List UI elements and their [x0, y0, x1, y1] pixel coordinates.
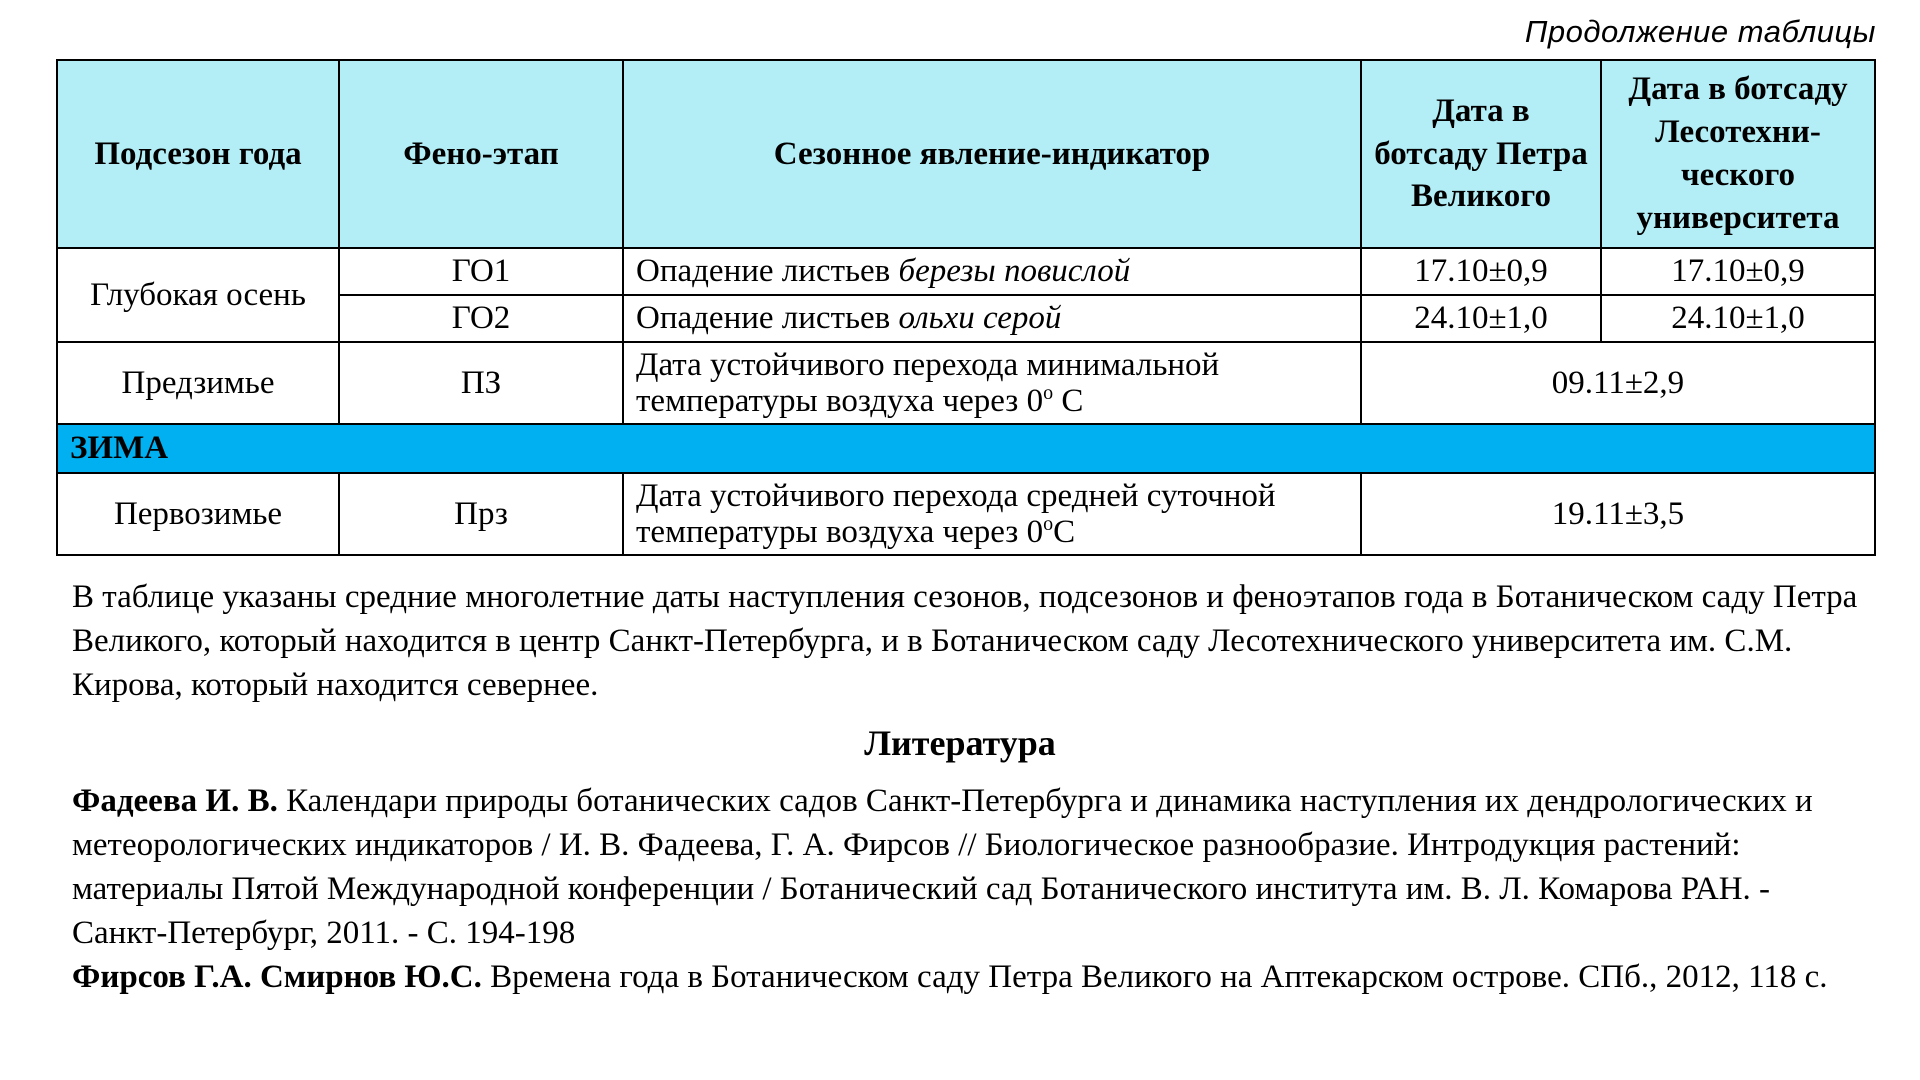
header-phenostage: Фено-этап [339, 60, 623, 248]
reference-item [72, 779, 1872, 955]
table-row [57, 248, 1875, 295]
date-merged-cell: 09.11±2,9 [1361, 342, 1875, 424]
winter-section-row [57, 424, 1875, 473]
stage-cell: ПЗ [339, 342, 623, 424]
stage-cell: ГО2 [339, 295, 623, 342]
reference-text: Календари природы ботанических садов Санкт-Петербурга и динамика наступления их дендрологических и метеорологических индикаторов / И. В. Фадеева, Г. А. Фирсов // Биологическое разнообразие. Интродукция растений: материалы Пятой Международной конференции / Ботанический сад Ботанического института им. В. Л. Комарова РАН. - Санкт-Петербург, 2011. - С. 194-198 [72, 783, 1813, 951]
date-merged-cell: 19.11±3,5 [1361, 473, 1875, 555]
winter-label: ЗИМА [57, 424, 1875, 473]
reference-authors: Фирсов Г.А. Смирнов Ю.С. [72, 959, 482, 995]
indicator-text: Дата устойчивого перехода средней суточной температуры воздуха через 0 [636, 477, 1276, 550]
subseason-cell: Предзимье [57, 342, 339, 424]
table-note: В таблице указаны средние многолетние даты наступления сезонов, подсезонов и феноэтапов года в Ботаническом саду Петра Великого, который находится в центр Санкт-Петербурга, и в Ботаническом саду Лесотехнического университета им. С.М. Кирова, который находится севернее. [72, 579, 1858, 703]
table-row [57, 342, 1875, 424]
indicator-cell [623, 295, 1361, 342]
unit-text: С [1053, 513, 1076, 550]
literature-heading: Литература [864, 723, 1056, 763]
indicator-cell [623, 473, 1361, 555]
header-subseason: Подсезон года [57, 60, 339, 248]
indicator-cell [623, 342, 1361, 424]
indicator-cell [623, 248, 1361, 295]
header-date-forest: Дата в ботсаду Лесотехни-ческого университета [1601, 60, 1875, 248]
subseason-cell: Глубокая осень [57, 248, 339, 342]
degree-mark: о [1043, 512, 1054, 535]
header-indicator: Сезонное явление-индикатор [623, 60, 1361, 248]
subseason-cell: Первозимье [57, 473, 339, 555]
reference-text: Времена года в Ботаническом саду Петра Великого на Аптекарском острове. СПб., 2012, 118 с. [481, 959, 1828, 995]
phenology-table [56, 59, 1876, 556]
degree-mark: о [1043, 381, 1054, 404]
unit-text: С [1053, 382, 1084, 419]
reference-list [72, 779, 1872, 999]
stage-cell: Прз [339, 473, 623, 555]
reference-authors: Фадеева И. В. [72, 783, 278, 819]
indicator-text: Опадение листьев [636, 253, 899, 290]
date-forest-cell: 17.10±0,9 [1601, 248, 1875, 295]
species-name: ольхи серой [898, 300, 1062, 337]
reference-item [72, 955, 1872, 999]
continuation-label: Продолжение таблицы [1524, 14, 1876, 49]
date-peter-cell: 17.10±0,9 [1361, 248, 1601, 295]
date-peter-cell: 24.10±1,0 [1361, 295, 1601, 342]
header-date-peter: Дата в ботсаду Петра Великого [1361, 60, 1601, 248]
table-row [57, 473, 1875, 555]
date-forest-cell: 24.10±1,0 [1601, 295, 1875, 342]
species-name: березы повислой [898, 253, 1131, 290]
indicator-text: Дата устойчивого перехода минимальной температуры воздуха через 0 [636, 346, 1220, 419]
table-header-row [57, 60, 1875, 248]
indicator-text: Опадение листьев [636, 300, 899, 337]
stage-cell: ГО1 [339, 248, 623, 295]
